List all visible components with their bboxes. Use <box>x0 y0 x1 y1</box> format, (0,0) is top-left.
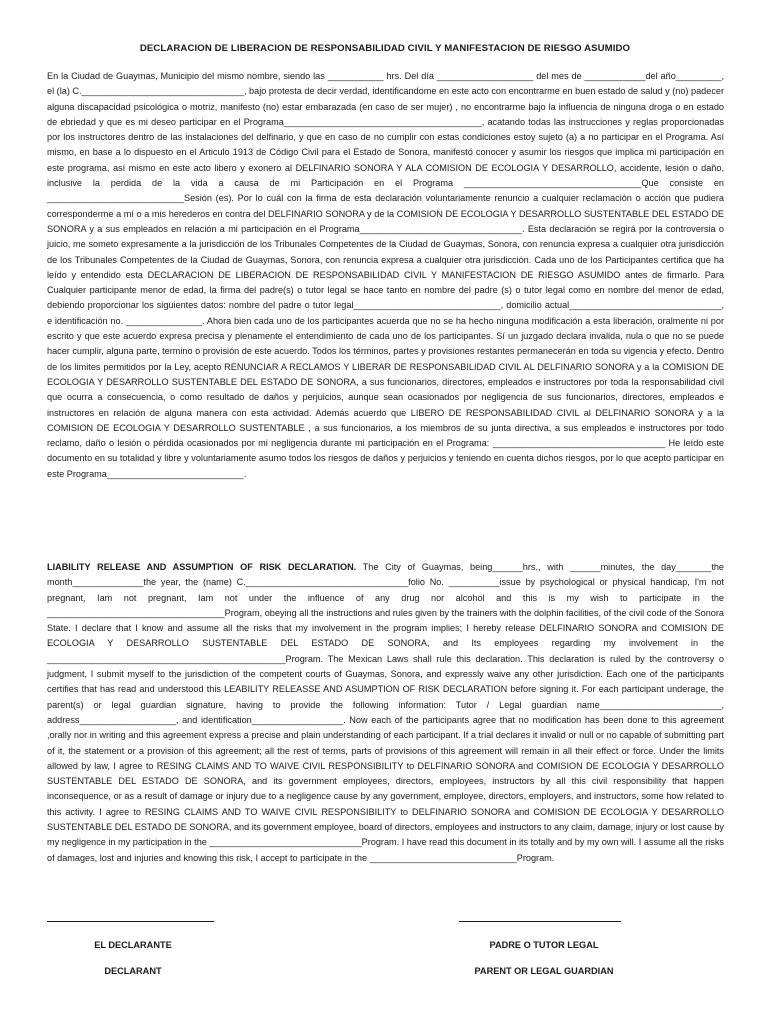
english-heading: LIABILITY RELEASE AND ASSUMPTION OF RISK DECLARATION. <box>47 562 357 572</box>
document-title: DECLARACION DE LIBERACION DE RESPONSABILIDAD CIVIL Y MANIFESTACION DE RIESGO ASUMIDO <box>139 43 631 54</box>
declarant-signature-line <box>47 921 214 922</box>
guardian-signature-line <box>459 921 621 922</box>
spanish-declaration-paragraph: En la Ciudad de Guaymas, Municipio del mismo nombre, siendo las ___________ hrs. Del día ___________________ del mes de ____________del año_________, el (la) C.________________________________, bajo protesta de decir verdad, identificandome en este acto con encontrarme en buen estado de salud y (no) padecer alguna discapacidad psicológica o motriz, manifesto (no) estar embarazada (en caso de ser mujer) , no encontrarme bajo la influencia de ninguna droga o en estado de ebriedad y que es mi deseo participar en el Programa_______________________________________, acatando todas las instrucciones y reglas proporcionadas por los instructores dentro de las instalaciones del delfinario, y que en caso de no cumplir con estas condiciones estoy sujeto (a) a no participar en el Programa. Así mismo, en base a lo dispuesto en el Articulo 1913 de Código Civil para el Estado de Sonora, manifestó conocer y asumir los riesgos que implica mi participación en este programa, así mismo en este acto libero y exonero al DELFINARIO SONORA Y ALA COMISION DE ECOLOGIA Y DESARROLLO, accidente, lesión o daño, inclusive la perdida de la vida a causa de mi Participación en el Programa ___________________________________Que consiste en ___________________________Sesión (es). Por lo cuál con la firma de esta declaración voluntariamente renuncio a cualquier reclamación o acción que pudiera corresponderme a mí o a mis herederos en contra del DELFINARIO SONORA y de la COMISION DE ECOLOGIA Y DESARROLLO SUSTENTABLE DEL ESTADO DE SONORA y a sus empleados en relación a mi participación en el Programa________________________________. Esta declaración se regirá por la controversia o juicio, me someto expresamente a la jurisdicción de los Tribunales Competentes de la Ciudad de Guaymas, Sonora, con renuncia expresa a cualquier otra jurisdicción de los Tribunales Competentes de la Ciudad de Guaymas, Sonora, con renuncia expresa a cualquier otra jurisdicción. Cada uno de los Participantes certifica que ha leído y entendido esta DECLARACION DE LIBERACION DE RESPONSABILIDAD CIVIL Y MANIFESTACION DE RIESGO ASUMIDO antes de firmarlo. Para Cualquier participante menor de edad, la firma del padre(s) o tutor legal se hace tanto en nombre del padre (s) o tutor legal como en nombre del menor de edad, debiendo proporcionar los siguientes datos: nombre del padre o tutor legal_____________________________, domicilio actual______________________________, e identificación no. _______________. Ahora bien cada uno de los participantes acuerda que no se ha hecho ninguna modificación a esta liberación, oralmente ni por escrito y que este acuerdo expresa precisa y plenamente el entendimiento de cada uno de los participantes. Sí un juzgado declara invalida, nula o que no se puede hacer cumplir, alguna parte, termino o provisión de este acuerdo. Todos los términos, partes y provisiones restantes permanecerán en toda su vigencia y efecto. Dentro de los limites permitidos por la Ley, acepto RENUNCIAR A RECLAMOS Y LIBERAR DE RESPONSABILIDAD CIVIL AL DELFINARIO SONORA y a la COMISION DE ECOLOGIA Y DESARROLLO SUSTENTABLE DEL ESTADO DE SONORA, a sus funcionarios, directores, empleados e instructores por toda la responsabilidad civil que ocurra a consecuencia, o como resultado de daños y perjuicios, aunque sean ocasionados por negligencia de sus funcionarios, directores, empleados e instructores en relación de alguna manera con esta actividad. Además acuerdo que LIBERO DE RESPONSABILIDAD CIVIL al DELFINARIO SONORA y a la COMISION DE ECOLOGIA Y DESARROLLO SUSTENTABLE , a sus funcionarios, a los miembros de su junta directiva, a sus empleados e instructores por todo reclamo, daño o lesión o pérdida ocasionados por mi negligencia durante mi participación en el Programa: __________________________________ He leído este documento en su totalidad y libre y voluntariamente asumo todos los riesgos de daños y perjuicios y teniendo en cuenta dichos riesgos, por lo que acepto participar en este Programa___________________________. <box>47 71 724 479</box>
guardian-label-en: PARENT OR LEGAL GUARDIAN <box>474 966 614 976</box>
declarant-label-es: EL DECLARANTE <box>94 940 172 950</box>
english-declaration-paragraph <box>47 560 724 866</box>
english-paragraph-body: The City of Guaymas, being______hrs., with ______minutes, the day_______the month______________the year, the (name) C.________________________________folio No. __________issue by psychological or physical handicap, I'm not pregnant, Iam not pregnant, Iam not under the influence of any drug nor alcohol and this is my wish to participate in the ___________________________________Program, obeying all the instructions and rules given by the trainers with the dolphin facilities, of the civil code of the Sonora State. I declare that I know and assume all the risks that my involvement in the program implies; I hereby release DELFINARIO SONORA and COMISION DE ECOLOGIA Y DESARROLLO SUSTENTABLE DEL ESTADO DE SONORA, and Its employees regarding my involvement in the _______________________________________________Program. The Mexican Laws shall rule this declaration. This declaration is ruled by the controversy o judgment, I submit myself to the jurisdiction of the competent courts of Guaymas, Sonora, and expressly waive any other jurisdiction. Each one of the participants certifies that has read and understood this LEABILITY RELEASSE AND ASUMPTION OF RISK DECLARATION before signing it. For each participant underage, the parent(s) or legal guardian signature, having to provide the following information: Tutor / Legal guardian name________________________, address___________________, and identification__________________. Now each of the participants agree that no modification has been done to this agreement ,orally nor in writing and this agreement express a precise and plain understanding of each participant. If a trial declares it invalid or null or no capable of submitting part of it, the statement or a provision of this agreement; all the rest of terms, parts of provisions of this agreement will remain in all their effect or force. Under the limits allowed by law, I agree to RESING CLAIMS AND TO WAIVE CIVIL RESPONSIBILITY to DELFINARIO SONORA and COMISION DE ECOLOGIA Y DESARROLLO SUSTENTABLE DEL ESTADO DE SONORA, and its government employees, directors, employees, instructors by all this civil responsibility that happen inconsequence, or as a result of damage or injury due to a negligence cause by any government, employee, directors, employers, and instructors, some how related to this activity. I agree to RESING CLAIMS AND TO WAIVE CIVIL RESPONSIBILITY to DELFINARIO SONORA and COMISION DE ECOLOGIA Y DESARROLLO SUSTENTABLE DEL ESTADO DE SONORA, and its government employee, board of directors, employees and instructors to any claim, damage, injury or lost cause by my negligence in my participation in the ______________________________Program. I have read this document in its totally and by my own will. I assume all the risks of damages, lost and injuries and knowing this risk, I accept to participate in the _____________________________Program. <box>47 562 725 863</box>
declarant-label-en: DECLARANT <box>104 966 162 976</box>
guardian-label-es: PADRE O TUTOR LEGAL <box>489 940 599 950</box>
